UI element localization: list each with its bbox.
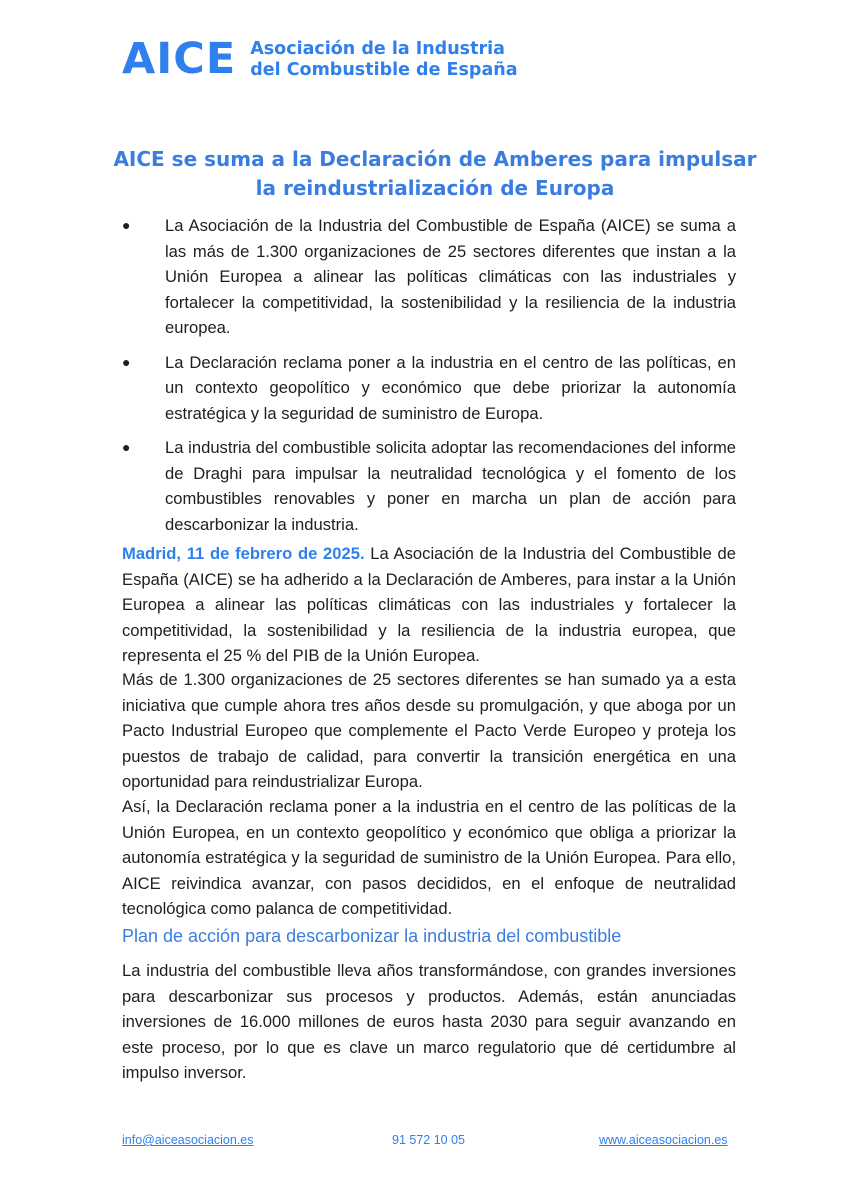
- logo-name-line-1: Asociación de la Industria: [250, 38, 505, 59]
- logo-mark: AICE: [122, 34, 237, 84]
- body-paragraph-intro: [122, 541, 736, 669]
- key-point-text: La industria del combustible solicita adoptar las recomendaciones del informe de Draghi para impulsar la neutralidad tecnológica y el fomento de los combustibles renovables y poner en marcha un plan de acción para descarbonizar la industria.: [165, 438, 736, 534]
- footer-website-link[interactable]: www.aiceasociacion.es: [599, 1133, 728, 1147]
- dateline: Madrid, 11 de febrero de 2025.: [122, 544, 365, 563]
- key-point-text: La Declaración reclama poner a la industria en el centro de las políticas, en un contexto geopolítico y económico que debe priorizar la autonomía estratégica y la seguridad de suministro de Europa.: [165, 352, 736, 423]
- body-paragraph: Así, la Declaración reclama poner a la industria en el centro de las políticas de la Unión Europea, en un contexto geopolítico y económico que obliga a priorizar la autonomía estratégica y la seguridad de suministro de la Unión Europea. Para ello, AICE reivindica avanzar, con pasos decididos, en el enfoque de neutralidad tecnológica como palanca de competitividad.: [122, 797, 736, 918]
- bullet-icon: ●: [122, 353, 131, 370]
- key-point: [120, 350, 736, 427]
- key-point: [120, 435, 736, 537]
- press-release-headline: AICE se suma a la Declaración de Amberes para impulsar la reindustrialización de Europa: [113, 147, 757, 200]
- footer-phone: 91 572 10 05: [392, 1133, 465, 1147]
- aice-logo: [122, 34, 518, 84]
- footer-email-link[interactable]: info@aiceasociacion.es: [122, 1133, 254, 1147]
- body-paragraph: La industria del combustible lleva años transformándose, con grandes inversiones para descarbonizar sus procesos y productos. Además, están anunciadas inversiones de 16.000 millones de euros hasta 2030 para seguir avanzando en este proceso, por lo que es clave un marco regulatorio que dé certidumbre al impulso inversor.: [122, 961, 736, 1082]
- bullet-icon: ●: [122, 439, 131, 455]
- section-heading: Plan de acción para descarbonizar la industria del combustible: [122, 926, 622, 946]
- key-point-text: La Asociación de la Industria del Combustible de España (AICE) se suma a las más de 1.300 organizaciones de 25 sectores diferentes que instan a la Unión Europea a alinear las políticas climáticas con las industriales y fortalecer la competitividad, la sostenibilidad y la resiliencia de la industria europea.: [165, 216, 736, 337]
- body-paragraph: Más de 1.300 organizaciones de 25 sectores diferentes se han sumado ya a esta iniciativa que cumple ahora tres años desde su promulgación, y que aboga por un Pacto Industrial Europeo que complemente el Pacto Verde Europeo y proteja los puestos de trabajo de calidad, para convertir la transición energética en una oportunidad para reindustrializar Europa.: [122, 670, 736, 791]
- logo-name-line-2: del Combustible de España: [250, 59, 518, 80]
- logo-name: [250, 39, 517, 81]
- key-points-list: [120, 213, 736, 546]
- key-point: [120, 213, 736, 341]
- bullet-icon: ●: [122, 217, 131, 233]
- intro-text: La Asociación de la Industria del Combustible de España (AICE) se ha adherido a la Declaración de Amberes, para instar a la Unión Europea a alinear las políticas climáticas con las industriales y fortalecer la competitividad, la sostenibilidad y la resiliencia de la industria europea, que representa el 25 % del PIB de la Unión Europea.: [122, 544, 736, 665]
